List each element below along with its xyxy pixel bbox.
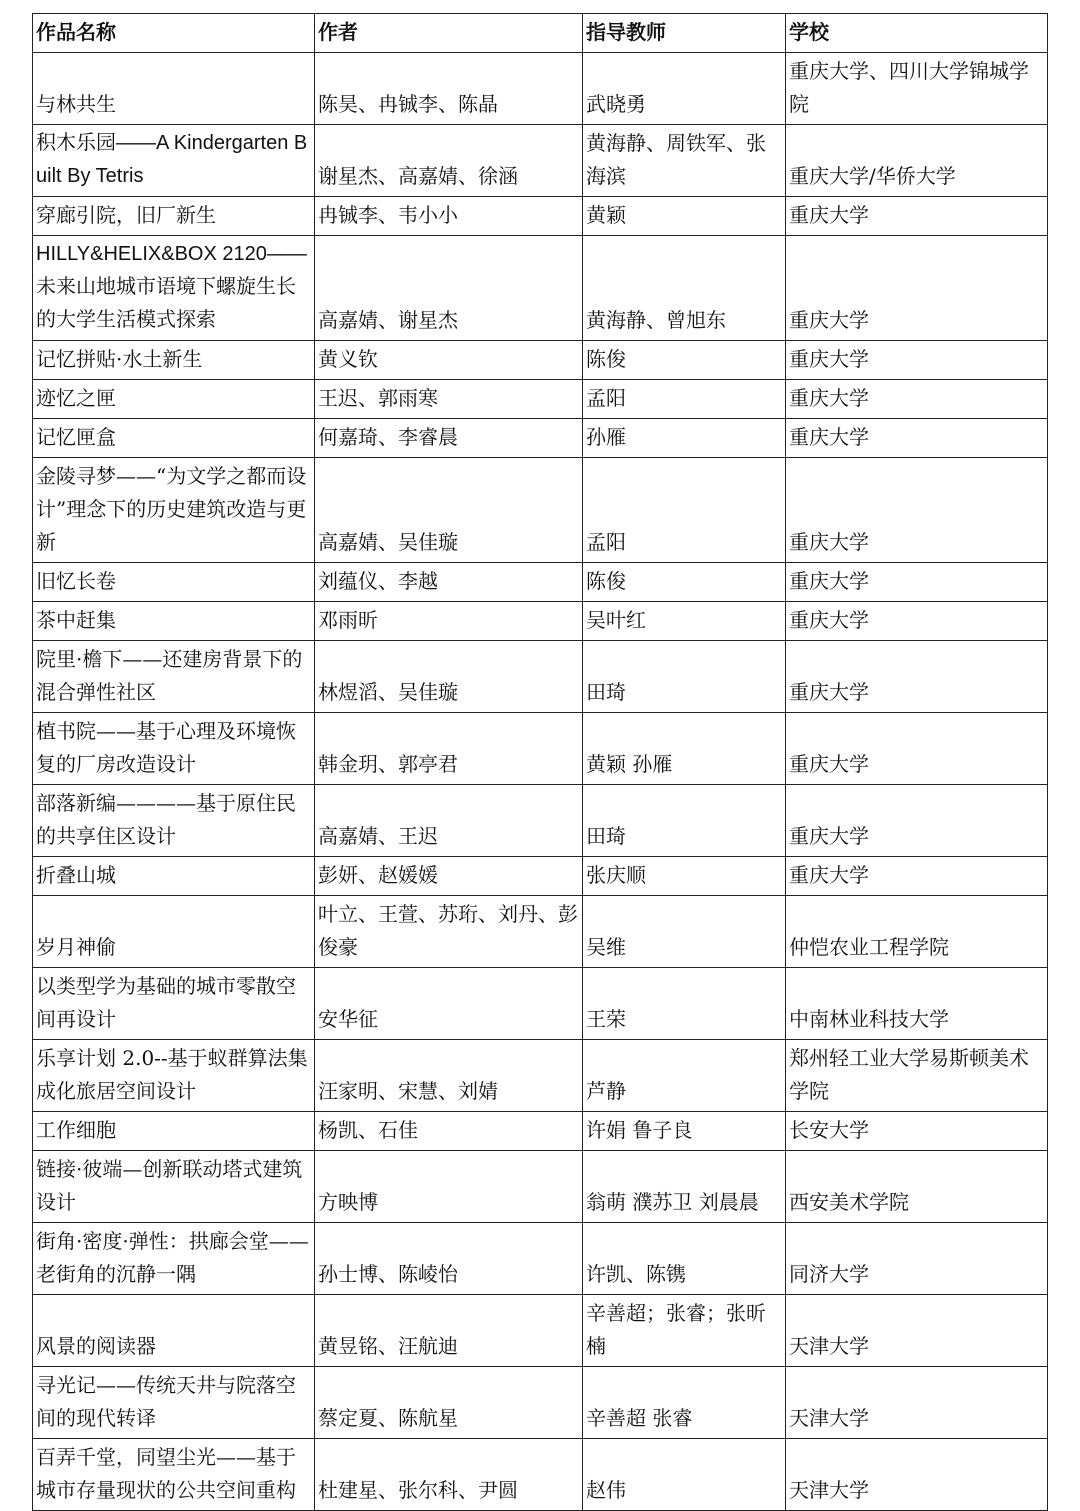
cell-school: 中南林业科技大学 [786, 968, 1048, 1040]
table-row [33, 1040, 1048, 1112]
table-row [33, 641, 1048, 713]
cell-school: 长安大学 [786, 1112, 1048, 1151]
table-row [33, 896, 1048, 968]
works-table [32, 13, 1048, 1511]
cell-school: 重庆大学 [786, 785, 1048, 857]
cell-work-title: 植书院——基于心理及环境恢复的厂房改造设计 [33, 713, 315, 785]
cell-author: 杜建星、张尔科、尹圆 [315, 1439, 583, 1511]
cell-advisor: 赵伟 [583, 1439, 786, 1511]
cell-school: 重庆大学 [786, 197, 1048, 236]
cell-school: 重庆大学 [786, 602, 1048, 641]
cell-author: 邓雨昕 [315, 602, 583, 641]
cell-advisor: 张庆顺 [583, 857, 786, 896]
cell-author: 安华征 [315, 968, 583, 1040]
cell-school: 重庆大学 [786, 563, 1048, 602]
cell-author: 黄昱铭、汪航迪 [315, 1295, 583, 1367]
cell-work-title: 记忆匣盒 [33, 419, 315, 458]
cell-school: 重庆大学 [786, 419, 1048, 458]
cell-work-title: 工作细胞 [33, 1112, 315, 1151]
cell-advisor: 王荣 [583, 968, 786, 1040]
cell-advisor: 陈俊 [583, 563, 786, 602]
cell-advisor: 陈俊 [583, 341, 786, 380]
cell-school: 重庆大学 [786, 641, 1048, 713]
cell-advisor: 田琦 [583, 785, 786, 857]
cell-school: 重庆大学/华侨大学 [786, 125, 1048, 197]
table-row [33, 968, 1048, 1040]
cell-author: 陈昊、冉铖李、陈晶 [315, 53, 583, 125]
cell-advisor: 辛善超；张睿；张昕楠 [583, 1295, 786, 1367]
cell-author: 王迟、郭雨寒 [315, 380, 583, 419]
table-row [33, 380, 1048, 419]
cell-work-title: HILLY&HELIX&BOX 2120——未来山地城市语境下螺旋生长的大学生活模式探索 [33, 236, 315, 341]
cell-author: 孙士博、陈崚怡 [315, 1223, 583, 1295]
cell-advisor: 吴叶红 [583, 602, 786, 641]
header-advisor: 指导教师 [583, 14, 786, 53]
header-school: 学校 [786, 14, 1048, 53]
cell-author: 林煜滔、吴佳璇 [315, 641, 583, 713]
cell-advisor: 辛善超 张睿 [583, 1367, 786, 1439]
cell-advisor: 武晓勇 [583, 53, 786, 125]
cell-school: 重庆大学、四川大学锦城学院 [786, 53, 1048, 125]
cell-work-title: 以类型学为基础的城市零散空间再设计 [33, 968, 315, 1040]
cell-advisor: 翁萌 濮苏卫 刘晨晨 [583, 1151, 786, 1223]
cell-advisor: 黄海静、周铁军、张海滨 [583, 125, 786, 197]
table-row [33, 563, 1048, 602]
cell-work-title: 链接·彼端—创新联动塔式建筑设计 [33, 1151, 315, 1223]
cell-author: 高嘉婧、王迟 [315, 785, 583, 857]
cell-author: 高嘉婧、吴佳璇 [315, 458, 583, 563]
cell-work-title: 乐享计划 2.0--基于蚁群算法集成化旅居空间设计 [33, 1040, 315, 1112]
cell-work-title: 院里·檐下——还建房背景下的混合弹性社区 [33, 641, 315, 713]
cell-work-title: 风景的阅读器 [33, 1295, 315, 1367]
table-row [33, 197, 1048, 236]
header-author: 作者 [315, 14, 583, 53]
cell-advisor: 黄颖 [583, 197, 786, 236]
cell-author: 叶立、王萱、苏珩、刘丹、彭俊豪 [315, 896, 583, 968]
table-row [33, 419, 1048, 458]
cell-advisor: 许娟 鲁子良 [583, 1112, 786, 1151]
cell-work-title: 部落新编————基于原住民的共享住区设计 [33, 785, 315, 857]
table-row [33, 1295, 1048, 1367]
cell-work-title: 积木乐园——A Kindergarten Built By Tetris [33, 125, 315, 197]
cell-advisor: 孟阳 [583, 458, 786, 563]
cell-advisor: 田琦 [583, 641, 786, 713]
table-row [33, 602, 1048, 641]
cell-author: 刘蕴仪、李越 [315, 563, 583, 602]
cell-school: 天津大学 [786, 1295, 1048, 1367]
cell-school: 西安美术学院 [786, 1151, 1048, 1223]
works-table-container [32, 13, 1047, 1511]
cell-school: 重庆大学 [786, 380, 1048, 419]
cell-school: 重庆大学 [786, 857, 1048, 896]
cell-work-title: 百弄千堂，同望尘光——基于城市存量现状的公共空间重构 [33, 1439, 315, 1511]
cell-school: 郑州轻工业大学易斯顿美术学院 [786, 1040, 1048, 1112]
cell-school: 天津大学 [786, 1367, 1048, 1439]
table-row [33, 857, 1048, 896]
cell-advisor: 吴维 [583, 896, 786, 968]
cell-author: 何嘉琦、李睿晨 [315, 419, 583, 458]
cell-work-title: 街角·密度·弹性：拱廊会堂——老街角的沉静一隅 [33, 1223, 315, 1295]
cell-work-title: 金陵寻梦——“为文学之都而设计”理念下的历史建筑改造与更新 [33, 458, 315, 563]
cell-school: 重庆大学 [786, 458, 1048, 563]
cell-work-title: 穿廊引院，旧厂新生 [33, 197, 315, 236]
cell-author: 谢星杰、高嘉婧、徐涵 [315, 125, 583, 197]
cell-author: 蔡定夏、陈航星 [315, 1367, 583, 1439]
cell-work-title: 记忆拼贴·水土新生 [33, 341, 315, 380]
cell-work-title: 折叠山城 [33, 857, 315, 896]
cell-school: 重庆大学 [786, 713, 1048, 785]
table-header-row [33, 14, 1048, 53]
table-row [33, 125, 1048, 197]
cell-author: 汪家明、宋慧、刘婧 [315, 1040, 583, 1112]
cell-school: 重庆大学 [786, 236, 1048, 341]
cell-work-title: 岁月神偷 [33, 896, 315, 968]
cell-advisor: 孙雁 [583, 419, 786, 458]
cell-author: 杨凯、石佳 [315, 1112, 583, 1151]
cell-advisor: 芦静 [583, 1040, 786, 1112]
cell-advisor: 黄海静、曾旭东 [583, 236, 786, 341]
table-row [33, 1439, 1048, 1511]
table-row [33, 713, 1048, 785]
cell-work-title: 茶中赶集 [33, 602, 315, 641]
cell-author: 彭妍、赵媛媛 [315, 857, 583, 896]
cell-work-title: 寻光记——传统天井与院落空间的现代转译 [33, 1367, 315, 1439]
table-row [33, 341, 1048, 380]
table-row [33, 458, 1048, 563]
cell-school: 同济大学 [786, 1223, 1048, 1295]
cell-work-title: 与林共生 [33, 53, 315, 125]
cell-school: 仲恺农业工程学院 [786, 896, 1048, 968]
cell-author: 黄义钦 [315, 341, 583, 380]
cell-advisor: 孟阳 [583, 380, 786, 419]
cell-work-title: 迹忆之匣 [33, 380, 315, 419]
cell-author: 方映博 [315, 1151, 583, 1223]
table-row [33, 1367, 1048, 1439]
cell-school: 重庆大学 [786, 341, 1048, 380]
cell-work-title: 旧忆长卷 [33, 563, 315, 602]
cell-author: 冉铖李、韦小小 [315, 197, 583, 236]
cell-advisor: 黄颖 孙雁 [583, 713, 786, 785]
table-row [33, 1151, 1048, 1223]
table-row [33, 53, 1048, 125]
table-row [33, 1112, 1048, 1151]
cell-school: 天津大学 [786, 1439, 1048, 1511]
table-row [33, 785, 1048, 857]
cell-advisor: 许凯、陈镌 [583, 1223, 786, 1295]
table-row [33, 1223, 1048, 1295]
cell-author: 韩金玥、郭亭君 [315, 713, 583, 785]
cell-author: 高嘉婧、谢星杰 [315, 236, 583, 341]
table-row [33, 236, 1048, 341]
header-work-title: 作品名称 [33, 14, 315, 53]
